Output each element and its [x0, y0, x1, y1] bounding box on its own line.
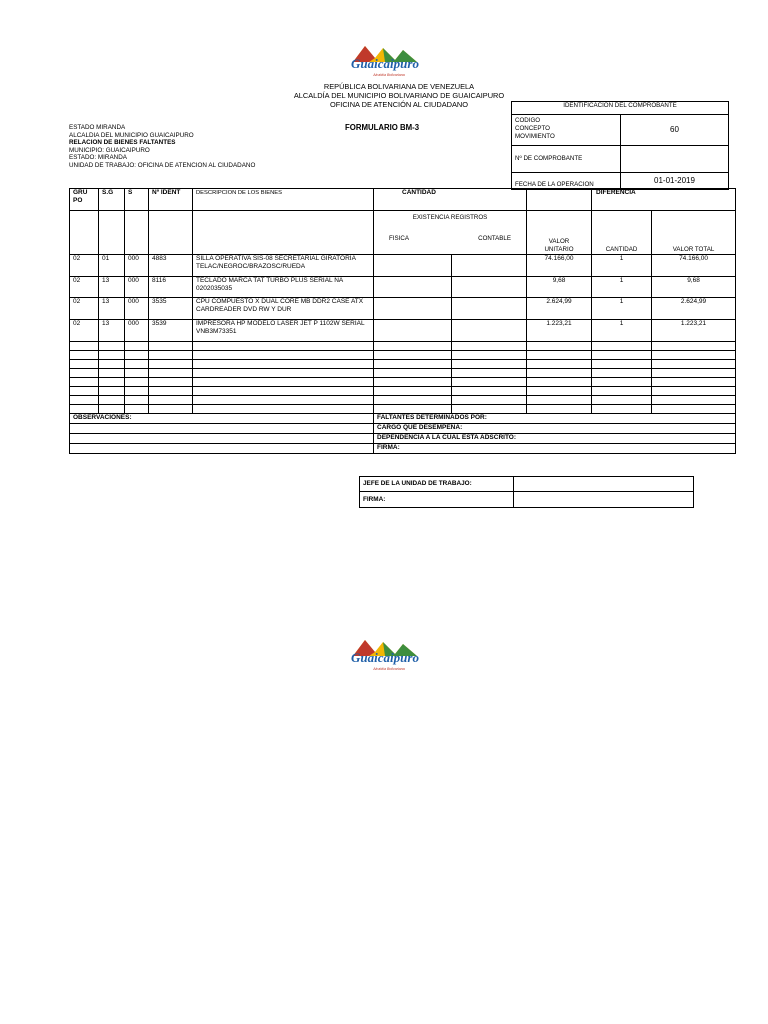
no-comprobante-value	[621, 146, 729, 173]
codigo-label: CODIGO	[515, 117, 541, 124]
observaciones-line	[70, 434, 374, 444]
empty-row	[70, 351, 736, 360]
table-row	[70, 320, 736, 342]
jefe-table	[359, 476, 694, 508]
cell-unitario: 2.624,99	[527, 298, 592, 320]
cell-contable	[452, 320, 527, 342]
comprobante-labels	[512, 115, 621, 146]
logo-sub: Alcaldía Bolivariana	[373, 667, 405, 671]
cell-cantidad: 1	[592, 277, 652, 298]
header-cantidad: CANTIDAD	[374, 189, 527, 211]
info-estado2: ESTADO: MIRANDA	[69, 154, 127, 162]
faltantes-label: FALTANTES DETERMINADOS POR:	[374, 414, 736, 424]
cell-ident: 8116	[149, 277, 193, 298]
table-row	[70, 255, 736, 277]
logo-text: Guaicaipuro	[351, 650, 419, 665]
cell-fisica	[374, 255, 452, 277]
header-grupo: GRU PO	[70, 189, 99, 211]
header-valor-unitario: VALOR UNITARIO	[527, 211, 592, 255]
cell-contable	[452, 277, 527, 298]
observaciones-label: OBSERVACIONES:	[70, 414, 374, 424]
empty-row	[70, 387, 736, 396]
cell-total: 9,68	[652, 277, 736, 298]
cell-grupo: 02	[70, 255, 99, 277]
info-municipio: MUNICIPIO: GUAICAIPURO	[69, 146, 150, 154]
header-fisica: FISICA	[389, 235, 409, 242]
dependencia-label: DEPENDENCIA A LA CUAL ESTA ADSCRITO:	[374, 434, 736, 444]
cell-desc: IMPRESORA HP MODELO LASER JET P 1102W SERIAL VNB3M73351	[193, 320, 374, 342]
empty-row	[70, 405, 736, 414]
cell-sg: 01	[99, 255, 125, 277]
cell-cantidad: 1	[592, 320, 652, 342]
fecha-label: FECHA DE LA OPERACION	[512, 173, 621, 190]
mountains-icon	[345, 38, 425, 82]
empty-row	[70, 342, 736, 351]
fecha-value: 01-01-2019	[621, 173, 729, 190]
cell-s: 000	[125, 277, 149, 298]
mountains-icon	[345, 632, 425, 676]
cell-total: 2.624,99	[652, 298, 736, 320]
cell-s: 000	[125, 320, 149, 342]
cell-grupo: 02	[70, 298, 99, 320]
cell-cantidad: 1	[592, 255, 652, 277]
bienes-table	[69, 188, 736, 454]
header-ident: Nº IDENT	[149, 189, 193, 211]
cell-sg: 13	[99, 298, 125, 320]
observaciones-line	[70, 424, 374, 434]
cell-fisica	[374, 277, 452, 298]
cell-sg: 13	[99, 320, 125, 342]
header-existencia: EXISTENCIA REGISTROS	[412, 214, 488, 221]
observaciones-line	[70, 444, 374, 454]
cell-unitario: 9,68	[527, 277, 592, 298]
cell-total: 74.166,00	[652, 255, 736, 277]
cell-ident: 3535	[149, 298, 193, 320]
cell-total: 1.223,21	[652, 320, 736, 342]
info-estado: ESTADO MIRANDA	[69, 124, 126, 131]
info-block	[69, 124, 255, 170]
comprobante-title: IDENTIFICACION DEL COMPROBANTE	[512, 102, 729, 115]
cell-unitario: 74.166,00	[527, 255, 592, 277]
cell-fisica	[374, 320, 452, 342]
header-sg: S.G	[99, 189, 125, 211]
empty-row	[70, 378, 736, 387]
empty-row	[70, 396, 736, 405]
header-line-1: REPÚBLICA BOLIVARIANA DE VENEZUELA	[323, 82, 475, 91]
table-row	[70, 277, 736, 298]
cell-sg: 13	[99, 277, 125, 298]
jefe-firma-value	[514, 492, 694, 508]
comprobante-table	[511, 101, 729, 190]
existencia-cell	[374, 211, 527, 255]
header-cant: CANTIDAD	[592, 211, 652, 255]
form-title: FORMULARIO BM-3	[345, 123, 420, 132]
cell-contable	[452, 298, 527, 320]
header-diferencia: DIFERENCIA	[592, 189, 736, 211]
concepto-label: CONCEPTO	[515, 125, 550, 132]
cell-s: 000	[125, 298, 149, 320]
empty-row	[70, 360, 736, 369]
cell-ident: 3539	[149, 320, 193, 342]
cell-contable	[452, 255, 527, 277]
header-line-3: OFICINA DE ATENCIÓN AL CIUDADANO	[330, 100, 468, 109]
cell-grupo: 02	[70, 277, 99, 298]
table-row	[70, 298, 736, 320]
info-alcaldia: ALCALDIA DEL MUNICIPIO GUAICAIPURO	[69, 131, 194, 139]
logo-sub: Alcaldía Bolivariana	[373, 73, 405, 77]
cell-cantidad: 1	[592, 298, 652, 320]
cell-grupo: 02	[70, 320, 99, 342]
cell-ident: 4883	[149, 255, 193, 277]
logo-top	[345, 38, 425, 82]
info-relacion: RELACION DE BIENES FALTANTES	[69, 139, 176, 147]
info-unidad: UNIDAD DE TRABAJO: OFICINA DE ATENCION AL CIUDADANO	[69, 161, 256, 169]
cargo-label: CARGO QUE DESEMPEÑA:	[374, 424, 736, 434]
firma-label: FIRMA:	[374, 444, 736, 454]
movimiento-label: MOVIMIENTO	[515, 133, 555, 140]
cell-desc: SILLA OPERATIVA SIS-08 SECRETARIAL GIRATORIA TELAC/NEGROC/BRAZOSC/RUEDA	[193, 255, 374, 277]
header-contable: CONTABLE	[478, 235, 512, 242]
cell-desc: CPU COMPUESTO X DUAL CORE MB DDR2 CASE ATX CARDREADER DVD RW Y DUR	[193, 298, 374, 320]
header-line-2: ALCALDÍA DEL MUNICIPIO BOLIVARIANO DE GUAICAIPURO	[293, 91, 505, 100]
cell-desc: TECLADO MARCA TAT TURBO PLUS SERIAL NA 0202035035	[193, 277, 374, 298]
header-valor-total: VALOR TOTAL	[652, 211, 736, 255]
header-s: S	[125, 189, 149, 211]
logo-text: Guaicaipuro	[351, 56, 419, 71]
cell-fisica	[374, 298, 452, 320]
jefe-value	[514, 477, 694, 492]
logo-bottom	[345, 632, 425, 676]
empty-row	[70, 369, 736, 378]
no-comprobante-label: Nº DE COMPROBANTE	[512, 146, 621, 173]
jefe-firma-label: FIRMA:	[360, 492, 514, 508]
movimiento-value: 60	[621, 115, 729, 146]
cell-s: 000	[125, 255, 149, 277]
jefe-label: JEFE DE LA UNIDAD DE TRABAJO:	[360, 477, 514, 492]
cell-unitario: 1.223,21	[527, 320, 592, 342]
header-desc: DESCRIPCION DE LOS BIENES	[193, 189, 374, 211]
